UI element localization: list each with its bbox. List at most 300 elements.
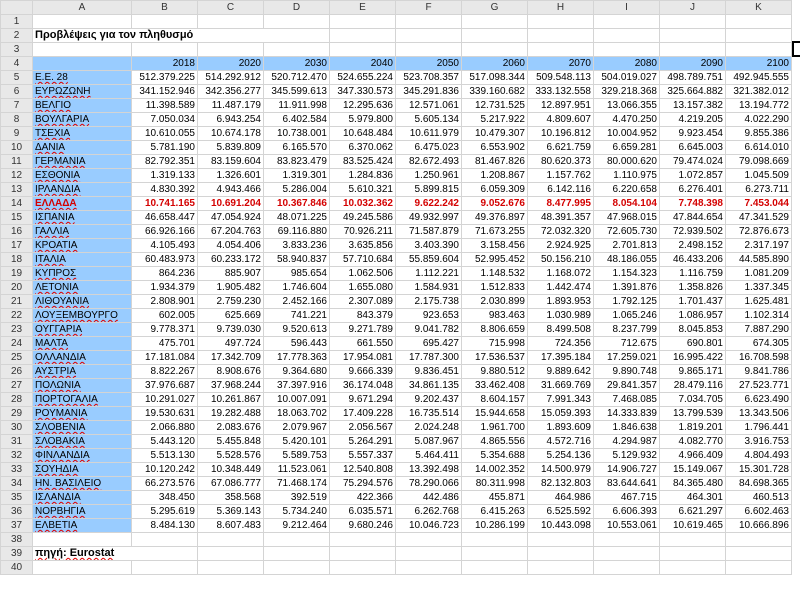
value-cell[interactable]: 520.712.470: [264, 71, 330, 85]
country-cell[interactable]: [33, 239, 132, 253]
value-cell[interactable]: 498.789.751: [660, 71, 726, 85]
value-cell[interactable]: 8.822.267: [132, 365, 198, 379]
value-cell[interactable]: 80.620.373: [528, 155, 594, 169]
country-cell[interactable]: [33, 309, 132, 323]
empty-cell[interactable]: [132, 43, 198, 57]
row-header[interactable]: 2: [1, 29, 33, 43]
value-cell[interactable]: 79.098.669: [726, 155, 792, 169]
empty-cell[interactable]: [264, 533, 330, 547]
value-cell[interactable]: 1.893.953: [528, 295, 594, 309]
value-cell[interactable]: 80.000.620: [594, 155, 660, 169]
value-cell[interactable]: 9.271.789: [330, 323, 396, 337]
country-cell[interactable]: [33, 393, 132, 407]
value-cell[interactable]: 9.880.512: [462, 365, 528, 379]
value-cell[interactable]: 1.391.876: [594, 281, 660, 295]
value-cell[interactable]: 47.844.654: [660, 211, 726, 225]
value-cell[interactable]: 467.715: [594, 491, 660, 505]
empty-cell[interactable]: [594, 547, 660, 561]
value-cell[interactable]: 6.262.768: [396, 505, 462, 519]
value-cell[interactable]: 10.553.061: [594, 519, 660, 533]
column-header[interactable]: C: [198, 1, 264, 15]
row-header[interactable]: 17: [1, 239, 33, 253]
country-cell[interactable]: [33, 127, 132, 141]
value-cell[interactable]: 5.129.932: [594, 449, 660, 463]
value-cell[interactable]: 50.156.210: [528, 253, 594, 267]
row-header[interactable]: 21: [1, 295, 33, 309]
value-cell[interactable]: 14.333.839: [594, 407, 660, 421]
row-header[interactable]: 28: [1, 393, 33, 407]
value-cell[interactable]: 1.045.509: [726, 169, 792, 183]
value-cell[interactable]: 4.572.716: [528, 435, 594, 449]
row-header[interactable]: 7: [1, 99, 33, 113]
empty-cell[interactable]: [396, 561, 462, 575]
value-cell[interactable]: 6.273.711: [726, 183, 792, 197]
empty-cell[interactable]: [462, 533, 528, 547]
value-cell[interactable]: 1.065.246: [594, 309, 660, 323]
value-cell[interactable]: 843.379: [330, 309, 396, 323]
row-header[interactable]: 9: [1, 127, 33, 141]
value-cell[interactable]: 12.897.951: [528, 99, 594, 113]
value-cell[interactable]: 504.019.027: [594, 71, 660, 85]
country-cell[interactable]: [33, 295, 132, 309]
empty-cell[interactable]: [330, 533, 396, 547]
value-cell[interactable]: 6.035.571: [330, 505, 396, 519]
value-cell[interactable]: 6.415.263: [462, 505, 528, 519]
value-cell[interactable]: 1.250.961: [396, 169, 462, 183]
value-cell[interactable]: 33.462.408: [462, 379, 528, 393]
column-header[interactable]: D: [264, 1, 330, 15]
value-cell[interactable]: 9.889.642: [528, 365, 594, 379]
value-cell[interactable]: 5.264.291: [330, 435, 396, 449]
year-header[interactable]: 2018: [132, 57, 198, 71]
year-header[interactable]: 2020: [198, 57, 264, 71]
value-cell[interactable]: 66.926.166: [132, 225, 198, 239]
value-cell[interactable]: 5.295.619: [132, 505, 198, 519]
column-header[interactable]: H: [528, 1, 594, 15]
value-cell[interactable]: 690.801: [660, 337, 726, 351]
value-cell[interactable]: 9.364.680: [264, 365, 330, 379]
value-cell[interactable]: 6.276.401: [660, 183, 726, 197]
value-cell[interactable]: 2.759.230: [198, 295, 264, 309]
value-cell[interactable]: 14.500.979: [528, 463, 594, 477]
value-cell[interactable]: 9.622.242: [396, 197, 462, 211]
value-cell[interactable]: 5.420.101: [264, 435, 330, 449]
value-cell[interactable]: 9.666.339: [330, 365, 396, 379]
empty-cell[interactable]: [198, 561, 264, 575]
value-cell[interactable]: 1.326.601: [198, 169, 264, 183]
value-cell[interactable]: 17.259.021: [594, 351, 660, 365]
value-cell[interactable]: 1.893.609: [528, 421, 594, 435]
value-cell[interactable]: 9.836.451: [396, 365, 462, 379]
value-cell[interactable]: 29.841.357: [594, 379, 660, 393]
country-cell[interactable]: [33, 99, 132, 113]
value-cell[interactable]: 5.839.809: [198, 141, 264, 155]
value-cell[interactable]: 715.998: [462, 337, 528, 351]
value-cell[interactable]: 923.653: [396, 309, 462, 323]
value-cell[interactable]: 47.968.015: [594, 211, 660, 225]
value-cell[interactable]: 5.781.190: [132, 141, 198, 155]
value-cell[interactable]: 464.986: [528, 491, 594, 505]
row-header[interactable]: 11: [1, 155, 33, 169]
empty-cell[interactable]: [528, 43, 594, 57]
value-cell[interactable]: 36.174.048: [330, 379, 396, 393]
year-header-blank[interactable]: [33, 57, 132, 71]
country-cell[interactable]: [33, 519, 132, 533]
year-header[interactable]: 2070: [528, 57, 594, 71]
column-header[interactable]: J: [660, 1, 726, 15]
value-cell[interactable]: 72.876.673: [726, 225, 792, 239]
value-cell[interactable]: 10.348.449: [198, 463, 264, 477]
value-cell[interactable]: 27.523.771: [726, 379, 792, 393]
value-cell[interactable]: 1.337.345: [726, 281, 792, 295]
value-cell[interactable]: 8.607.483: [198, 519, 264, 533]
value-cell[interactable]: 7.468.085: [594, 393, 660, 407]
empty-cell[interactable]: [660, 547, 726, 561]
value-cell[interactable]: 1.157.762: [528, 169, 594, 183]
value-cell[interactable]: 2.175.738: [396, 295, 462, 309]
value-cell[interactable]: 661.550: [330, 337, 396, 351]
country-cell[interactable]: [33, 183, 132, 197]
value-cell[interactable]: 4.105.493: [132, 239, 198, 253]
value-cell[interactable]: 9.778.371: [132, 323, 198, 337]
value-cell[interactable]: 13.392.498: [396, 463, 462, 477]
value-cell[interactable]: 13.799.539: [660, 407, 726, 421]
value-cell[interactable]: 78.290.066: [396, 477, 462, 491]
value-cell[interactable]: 10.479.307: [462, 127, 528, 141]
value-cell[interactable]: 8.477.995: [528, 197, 594, 211]
value-cell[interactable]: 339.160.682: [462, 85, 528, 99]
value-cell[interactable]: 47.341.529: [726, 211, 792, 225]
value-cell[interactable]: 5.443.120: [132, 435, 198, 449]
value-cell[interactable]: 1.284.836: [330, 169, 396, 183]
value-cell[interactable]: 5.087.967: [396, 435, 462, 449]
value-cell[interactable]: 1.792.125: [594, 295, 660, 309]
value-cell[interactable]: 12.295.636: [330, 99, 396, 113]
value-cell[interactable]: 10.367.846: [264, 197, 330, 211]
value-cell[interactable]: 84.365.480: [660, 477, 726, 491]
value-cell[interactable]: 9.212.464: [264, 519, 330, 533]
value-cell[interactable]: 17.409.228: [330, 407, 396, 421]
value-cell[interactable]: 83.644.641: [594, 477, 660, 491]
empty-cell[interactable]: [264, 43, 330, 57]
value-cell[interactable]: 83.525.424: [330, 155, 396, 169]
row-header[interactable]: 34: [1, 477, 33, 491]
value-cell[interactable]: 49.245.586: [330, 211, 396, 225]
year-header[interactable]: 2080: [594, 57, 660, 71]
year-header[interactable]: 2050: [396, 57, 462, 71]
value-cell[interactable]: 1.081.209: [726, 267, 792, 281]
value-cell[interactable]: 48.391.357: [528, 211, 594, 225]
value-cell[interactable]: 10.007.091: [264, 393, 330, 407]
row-header[interactable]: 35: [1, 491, 33, 505]
row-header[interactable]: 3: [1, 43, 33, 57]
value-cell[interactable]: 2.317.197: [726, 239, 792, 253]
empty-cell[interactable]: [594, 29, 660, 43]
country-cell[interactable]: [33, 463, 132, 477]
row-header[interactable]: 38: [1, 533, 33, 547]
row-header[interactable]: 5: [1, 71, 33, 85]
empty-cell[interactable]: [132, 15, 198, 29]
value-cell[interactable]: 13.194.772: [726, 99, 792, 113]
value-cell[interactable]: 392.519: [264, 491, 330, 505]
column-header[interactable]: G: [462, 1, 528, 15]
select-all-corner[interactable]: [1, 1, 33, 15]
value-cell[interactable]: 10.196.812: [528, 127, 594, 141]
column-header[interactable]: F: [396, 1, 462, 15]
value-cell[interactable]: 1.358.826: [660, 281, 726, 295]
country-cell[interactable]: [33, 253, 132, 267]
value-cell[interactable]: 1.168.072: [528, 267, 594, 281]
value-cell[interactable]: 6.621.759: [528, 141, 594, 155]
value-cell[interactable]: 1.746.604: [264, 281, 330, 295]
value-cell[interactable]: 345.291.836: [396, 85, 462, 99]
value-cell[interactable]: 4.054.406: [198, 239, 264, 253]
value-cell[interactable]: 524.655.224: [330, 71, 396, 85]
value-cell[interactable]: 15.059.393: [528, 407, 594, 421]
value-cell[interactable]: 6.553.902: [462, 141, 528, 155]
value-cell[interactable]: 37.968.244: [198, 379, 264, 393]
value-cell[interactable]: 83.159.604: [198, 155, 264, 169]
value-cell[interactable]: 8.045.853: [660, 323, 726, 337]
sheet-title[interactable]: Προβλέψεις για τον πληθυσμό: [33, 29, 330, 43]
value-cell[interactable]: 4.830.392: [132, 183, 198, 197]
value-cell[interactable]: 6.165.570: [264, 141, 330, 155]
empty-cell[interactable]: [33, 15, 132, 29]
value-cell[interactable]: 464.301: [660, 491, 726, 505]
value-cell[interactable]: 17.395.184: [528, 351, 594, 365]
value-cell[interactable]: 9.052.676: [462, 197, 528, 211]
empty-cell[interactable]: [660, 561, 726, 575]
value-cell[interactable]: 1.148.532: [462, 267, 528, 281]
country-cell[interactable]: [33, 155, 132, 169]
value-cell[interactable]: 5.354.688: [462, 449, 528, 463]
value-cell[interactable]: 55.859.604: [396, 253, 462, 267]
value-cell[interactable]: 9.865.171: [660, 365, 726, 379]
value-cell[interactable]: 17.181.084: [132, 351, 198, 365]
empty-cell[interactable]: [528, 15, 594, 29]
country-cell[interactable]: [33, 449, 132, 463]
empty-cell[interactable]: [660, 43, 726, 57]
row-header[interactable]: 12: [1, 169, 33, 183]
year-header[interactable]: 2100: [726, 57, 792, 71]
value-cell[interactable]: 10.738.001: [264, 127, 330, 141]
value-cell[interactable]: 5.734.240: [264, 505, 330, 519]
row-header[interactable]: 15: [1, 211, 33, 225]
value-cell[interactable]: 625.669: [198, 309, 264, 323]
value-cell[interactable]: 82.672.493: [396, 155, 462, 169]
value-cell[interactable]: 71.468.174: [264, 477, 330, 491]
country-cell[interactable]: [33, 351, 132, 365]
row-header[interactable]: 37: [1, 519, 33, 533]
value-cell[interactable]: 2.498.152: [660, 239, 726, 253]
value-cell[interactable]: 72.939.502: [660, 225, 726, 239]
value-cell[interactable]: 3.916.753: [726, 435, 792, 449]
value-cell[interactable]: 13.343.506: [726, 407, 792, 421]
country-cell[interactable]: [33, 267, 132, 281]
value-cell[interactable]: 17.536.537: [462, 351, 528, 365]
empty-cell[interactable]: [264, 561, 330, 575]
value-cell[interactable]: 10.120.242: [132, 463, 198, 477]
row-header[interactable]: 1: [1, 15, 33, 29]
empty-cell[interactable]: [726, 547, 792, 561]
value-cell[interactable]: 6.614.010: [726, 141, 792, 155]
value-cell[interactable]: 10.674.178: [198, 127, 264, 141]
value-cell[interactable]: 358.568: [198, 491, 264, 505]
empty-cell[interactable]: [396, 43, 462, 57]
empty-cell[interactable]: [396, 15, 462, 29]
value-cell[interactable]: 2.030.899: [462, 295, 528, 309]
value-cell[interactable]: 46.433.206: [660, 253, 726, 267]
value-cell[interactable]: 75.294.576: [330, 477, 396, 491]
value-cell[interactable]: 514.292.912: [198, 71, 264, 85]
value-cell[interactable]: 10.691.204: [198, 197, 264, 211]
value-cell[interactable]: 7.887.290: [726, 323, 792, 337]
row-header[interactable]: 23: [1, 323, 33, 337]
value-cell[interactable]: 2.079.967: [264, 421, 330, 435]
value-cell[interactable]: 16.735.514: [396, 407, 462, 421]
empty-cell[interactable]: [594, 15, 660, 29]
row-header[interactable]: 39: [1, 547, 33, 561]
country-cell[interactable]: [33, 407, 132, 421]
value-cell[interactable]: 10.666.896: [726, 519, 792, 533]
value-cell[interactable]: 1.062.506: [330, 267, 396, 281]
value-cell[interactable]: 8.604.157: [462, 393, 528, 407]
value-cell[interactable]: 345.599.613: [264, 85, 330, 99]
value-cell[interactable]: 329.218.368: [594, 85, 660, 99]
value-cell[interactable]: 82.132.803: [528, 477, 594, 491]
value-cell[interactable]: 7.453.044: [726, 197, 792, 211]
value-cell[interactable]: 1.154.323: [594, 267, 660, 281]
empty-cell[interactable]: [33, 561, 132, 575]
value-cell[interactable]: 46.658.447: [132, 211, 198, 225]
value-cell[interactable]: 72.605.730: [594, 225, 660, 239]
value-cell[interactable]: 3.403.390: [396, 239, 462, 253]
value-cell[interactable]: 18.063.702: [264, 407, 330, 421]
value-cell[interactable]: 1.442.474: [528, 281, 594, 295]
value-cell[interactable]: 497.724: [198, 337, 264, 351]
value-cell[interactable]: 11.523.061: [264, 463, 330, 477]
value-cell[interactable]: 4.943.466: [198, 183, 264, 197]
value-cell[interactable]: 3.833.236: [264, 239, 330, 253]
value-cell[interactable]: 602.005: [132, 309, 198, 323]
value-cell[interactable]: 4.022.290: [726, 113, 792, 127]
value-cell[interactable]: 1.905.482: [198, 281, 264, 295]
row-header[interactable]: 14: [1, 197, 33, 211]
empty-cell[interactable]: [264, 547, 330, 561]
value-cell[interactable]: 674.305: [726, 337, 792, 351]
year-header[interactable]: 2040: [330, 57, 396, 71]
value-cell[interactable]: 15.149.067: [660, 463, 726, 477]
value-cell[interactable]: 4.219.205: [660, 113, 726, 127]
country-cell[interactable]: [33, 225, 132, 239]
empty-cell[interactable]: [396, 547, 462, 561]
value-cell[interactable]: 5.605.134: [396, 113, 462, 127]
value-cell[interactable]: 4.294.987: [594, 435, 660, 449]
value-cell[interactable]: 2.924.925: [528, 239, 594, 253]
value-cell[interactable]: 9.923.454: [660, 127, 726, 141]
value-cell[interactable]: 8.499.508: [528, 323, 594, 337]
row-header[interactable]: 40: [1, 561, 33, 575]
value-cell[interactable]: 4.082.770: [660, 435, 726, 449]
row-header[interactable]: 16: [1, 225, 33, 239]
row-header[interactable]: 27: [1, 379, 33, 393]
empty-cell[interactable]: [726, 15, 792, 29]
value-cell[interactable]: 6.370.062: [330, 141, 396, 155]
value-cell[interactable]: 6.525.592: [528, 505, 594, 519]
empty-cell[interactable]: [132, 561, 198, 575]
value-cell[interactable]: 9.855.386: [726, 127, 792, 141]
value-cell[interactable]: 6.659.281: [594, 141, 660, 155]
empty-cell[interactable]: [660, 15, 726, 29]
value-cell[interactable]: 7.991.343: [528, 393, 594, 407]
value-cell[interactable]: 10.046.723: [396, 519, 462, 533]
empty-cell[interactable]: [726, 561, 792, 575]
column-header[interactable]: I: [594, 1, 660, 15]
row-header[interactable]: 33: [1, 463, 33, 477]
empty-cell[interactable]: [462, 561, 528, 575]
row-header[interactable]: 26: [1, 365, 33, 379]
empty-cell[interactable]: [660, 29, 726, 43]
row-header[interactable]: 8: [1, 113, 33, 127]
value-cell[interactable]: 9.520.613: [264, 323, 330, 337]
value-cell[interactable]: 10.004.952: [594, 127, 660, 141]
empty-cell[interactable]: [198, 533, 264, 547]
row-header[interactable]: 30: [1, 421, 33, 435]
country-cell[interactable]: [33, 323, 132, 337]
value-cell[interactable]: 12.571.061: [396, 99, 462, 113]
value-cell[interactable]: 7.050.034: [132, 113, 198, 127]
value-cell[interactable]: 28.479.116: [660, 379, 726, 393]
value-cell[interactable]: 1.112.221: [396, 267, 462, 281]
value-cell[interactable]: 1.819.201: [660, 421, 726, 435]
value-cell[interactable]: 17.787.300: [396, 351, 462, 365]
value-cell[interactable]: 6.142.116: [528, 183, 594, 197]
value-cell[interactable]: 1.934.379: [132, 281, 198, 295]
column-header[interactable]: E: [330, 1, 396, 15]
value-cell[interactable]: 2.066.880: [132, 421, 198, 435]
value-cell[interactable]: 1.208.867: [462, 169, 528, 183]
country-cell[interactable]: [33, 477, 132, 491]
value-cell[interactable]: 5.899.815: [396, 183, 462, 197]
value-cell[interactable]: 475.701: [132, 337, 198, 351]
value-cell[interactable]: 17.954.081: [330, 351, 396, 365]
empty-cell[interactable]: [594, 43, 660, 57]
value-cell[interactable]: 8.484.130: [132, 519, 198, 533]
value-cell[interactable]: 724.356: [528, 337, 594, 351]
value-cell[interactable]: 2.056.567: [330, 421, 396, 435]
value-cell[interactable]: 9.202.437: [396, 393, 462, 407]
country-cell[interactable]: [33, 337, 132, 351]
value-cell[interactable]: 3.635.856: [330, 239, 396, 253]
value-cell[interactable]: 60.483.973: [132, 253, 198, 267]
value-cell[interactable]: 6.623.490: [726, 393, 792, 407]
value-cell[interactable]: 7.748.398: [660, 197, 726, 211]
value-cell[interactable]: 741.221: [264, 309, 330, 323]
value-cell[interactable]: 1.796.441: [726, 421, 792, 435]
value-cell[interactable]: 455.871: [462, 491, 528, 505]
value-cell[interactable]: 8.908.676: [198, 365, 264, 379]
value-cell[interactable]: 13.157.382: [660, 99, 726, 113]
value-cell[interactable]: 1.584.931: [396, 281, 462, 295]
empty-cell[interactable]: [594, 561, 660, 575]
value-cell[interactable]: 885.907: [198, 267, 264, 281]
country-cell[interactable]: [33, 491, 132, 505]
value-cell[interactable]: 1.655.080: [330, 281, 396, 295]
year-header[interactable]: 2060: [462, 57, 528, 71]
value-cell[interactable]: 49.932.997: [396, 211, 462, 225]
value-cell[interactable]: 70.926.211: [330, 225, 396, 239]
empty-cell[interactable]: [264, 15, 330, 29]
